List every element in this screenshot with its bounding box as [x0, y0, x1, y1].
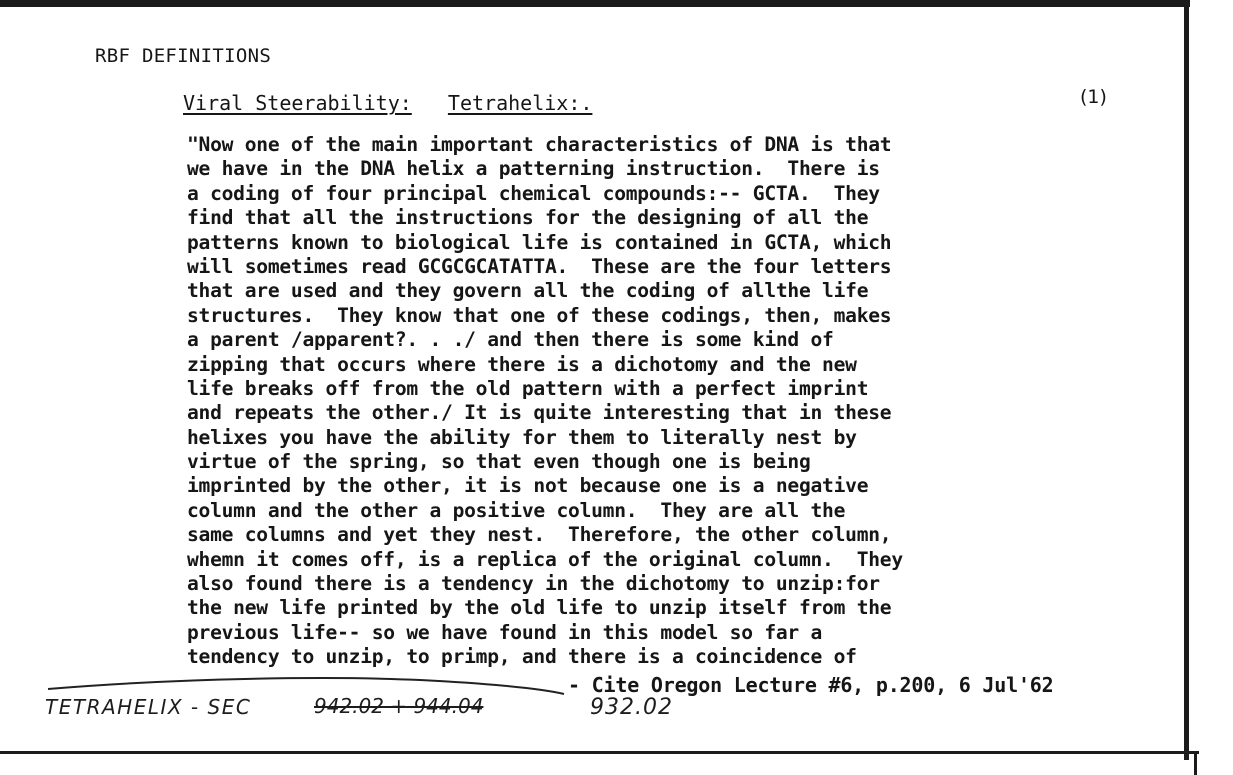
body-line: same columns and yet they nest. Therefore, the other column, [187, 523, 892, 547]
body-line: that are used and they govern all the coding of allthe life [187, 279, 869, 303]
citation: - Cite Oregon Lecture #6, p.200, 6 Jul'62 [568, 673, 1054, 697]
section-heading: RBF DEFINITIONS [95, 45, 272, 67]
body-line: "Now one of the main important characteristics of DNA is that [187, 133, 892, 156]
body-line: virtue of the spring, so that even though one is being [187, 450, 811, 474]
body-line: we have in the DNA helix a patterning instruction. There is [187, 157, 880, 181]
handwritten-new-reference: 932.02 [590, 695, 673, 720]
page-number: (1) [1080, 86, 1107, 108]
body-line: previous life-- so we have found in this model so far a [187, 620, 823, 644]
body-line: helixes you have the ability for them to literally nest by [187, 425, 857, 449]
body-line: a parent /apparent?. . ./ and then there is some kind of [187, 328, 834, 352]
body-line: find that all the instructions for the designing of all the [187, 206, 869, 230]
term-primary: Viral Steerability: [183, 91, 412, 115]
body-line: imprinted by the other, it is not because one is a negative [187, 474, 869, 498]
body-line: a coding of four principal chemical compounds:-- GCTA. They [187, 181, 880, 205]
body-line: and repeats the other./ It is quite interesting that in these [187, 401, 892, 425]
handwritten-struck-reference: 942.02 + 944.04 [314, 694, 484, 718]
body-line: column and the other a positive column. They are all the [187, 498, 846, 522]
body-line: also found there is a tendency in the dichotomy to unzip:for [187, 572, 880, 596]
body-line: whemn it comes off, is a replica of the original column. They [187, 547, 903, 571]
body-line: will sometimes read GCGCGCATATTA. These are the four letters [187, 254, 892, 278]
body-line: life breaks off from the old pattern with a perfect imprint [187, 376, 869, 400]
body-line: tendency to unzip, to primp, and there is a coincidence of [187, 645, 857, 669]
body-line: zipping that occurs where there is a dichotomy and the new [187, 352, 857, 376]
body-line: structures. They know that one of these codings, then, makes [187, 303, 892, 327]
handwritten-crossref-label: TETRAHELIX - SEC [45, 695, 252, 719]
body-line: the new life printed by the old life to unzip itself from the [187, 596, 892, 620]
body-line: patterns known to biological life is contained in GCTA, which [187, 230, 892, 254]
term-secondary: Tetrahelix:. [447, 91, 593, 115]
